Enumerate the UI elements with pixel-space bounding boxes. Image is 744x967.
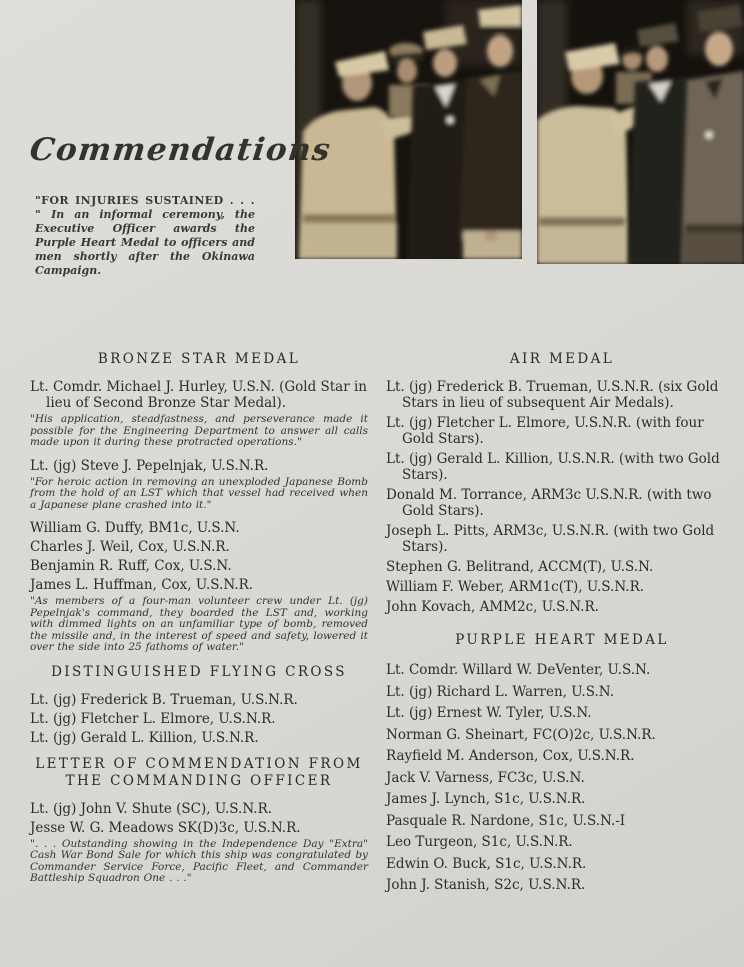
medal-recipient: Lt. (jg) Richard L. Warren, U.S.N. (386, 683, 614, 700)
section-heading: LETTER OF COMMENDATION FROM THE COMMANDING OFFICER (35, 755, 363, 789)
medal-recipient: Leo Turgeon, S1c, U.S.N.R. (386, 834, 573, 850)
caption-lead: "FOR INJURIES SUSTAINED . . . " (35, 194, 255, 221)
medal-recipient: Joseph L. Pitts, ARM3c, U.S.N.R. (with two Gold Stars). (386, 523, 715, 555)
medal-recipient: Rayfield M. Anderson, Cox, U.S.N.R. (386, 748, 635, 764)
medal-section-air-medal (386, 351, 738, 615)
column-left (30, 351, 368, 894)
photo-caption (35, 194, 255, 278)
section-heading: AIR MEDAL (509, 351, 615, 367)
medal-recipient: Norman G. Sheinart, FC(O)2c, U.S.N.R. (386, 726, 656, 743)
medal-recipient: John J. Stanish, S2c, U.S.N.R. (386, 877, 586, 893)
medal-recipient: Lt. (jg) Fletcher L. Elmore, U.S.N.R. (with four Gold Stars). (386, 415, 704, 447)
medal-recipient: Lt. (jg) Steve J. Pepelnjak, U.S.N.R. (30, 457, 269, 474)
section-heading: BRONZE STAR MEDAL (97, 351, 301, 367)
ceremony-photo-right-art (537, 0, 744, 264)
medal-recipient: Lt. Comdr. Willard W. DeVenter, U.S.N. (386, 662, 651, 678)
medal-recipient: Charles J. Weil, Cox, U.S.N.R. (30, 539, 230, 555)
medal-section-purple-heart-medal (386, 632, 738, 893)
medal-recipient: John Kovach, AMM2c, U.S.N.R. (386, 599, 599, 615)
section-heading: PURPLE HEART MEDAL (455, 632, 669, 648)
medal-recipient: James L. Huffman, Cox, U.S.N.R. (30, 577, 254, 593)
light-streak (537, 0, 567, 120)
medal-recipient: Lt. (jg) Ernest W. Tyler, U.S.N. (386, 705, 592, 721)
medal-recipient: Jesse W. G. Meadows SK(D)3c, U.S.N.R. (30, 819, 301, 836)
citation-quote: "His application, steadfastness, and perseverance made it possible for the Engineering Department to answer all calls made upon it during these protracted operations." (30, 413, 368, 448)
citation-quote: "As members of a four-man volunteer crew under Lt. (jg) Pepelnjak's command, they boarded the LST and, working with dimmed lights on an unfamiliar type of bomb, removed the missile and, in the interest of speed and safety, lowered it over the side into 25 fathoms of water." (30, 595, 368, 653)
medal-recipient: Lt. (jg) John V. Shute (SC), U.S.N.R. (30, 800, 273, 817)
medal-recipient: Lt. (jg) Frederick B. Trueman, U.S.N.R. (30, 691, 298, 708)
citation-quote: "For heroic action in removing an unexploded Japanese Bomb from the hold of an LST which that vessel had received when a Japanese plane crashed into it." (30, 475, 368, 511)
medal-recipient: William F. Weber, ARM1c(T), U.S.N.R. (386, 579, 645, 595)
medal-section-letter-of-commendation-from-the-commanding-officer (30, 756, 368, 885)
citation-quote: ". . . Outstanding showing in the Independence Day "Extra" Cash War Bond Sale for which this ship was congratulated by Commander Service Force, Pacific Fleet, and Commander Battleship Squadron One . . ." (30, 837, 368, 884)
medal-recipient: William G. Duffy, BM1c, U.S.N. (30, 520, 240, 536)
medal-recipient: Donald M. Torrance, ARM3c U.S.N.R. (with two Gold Stars). (386, 487, 712, 519)
medal-recipient: Lt. (jg) Fletcher L. Elmore, U.S.N.R. (30, 710, 276, 727)
medal-recipient: Edwin O. Buck, S1c, U.S.N.R. (386, 855, 587, 872)
ceremony-photo-right (537, 0, 744, 264)
page-title: Commendations (27, 132, 334, 168)
medal-recipient: Jack V. Varness, FC3c, U.S.N. (386, 769, 585, 786)
medal-recipient: Benjamin R. Ruff, Cox, U.S.N. (30, 558, 232, 574)
medal-recipient: Pasquale R. Nardone, S1c, U.S.N.-I (386, 812, 626, 829)
medal-recipient: James J. Lynch, S1c, U.S.N.R. (386, 791, 586, 807)
medal-section-distinguished-flying-cross (30, 664, 368, 746)
section-heading: DISTINGUISHED FLYING CROSS (51, 663, 347, 680)
medal-recipient: Lt. (jg) Gerald L. Killion, U.S.N.R. (30, 729, 259, 746)
medal-recipient: Lt. (jg) Frederick B. Trueman, U.S.N.R. (six Gold Stars in lieu of subsequent Air Medals). (386, 379, 719, 411)
ceremony-photo-left (295, 0, 522, 259)
column-right (386, 351, 738, 899)
caption-rest: In an informal ceremony, the Executive Officer awards the Purple Heart Medal to officers and men shortly after the Okinawa Campaign. (35, 208, 255, 277)
medal-recipient: Lt. Comdr. Michael J. Hurley, U.S.N. (Gold Star in lieu of Second Bronze Star Medal). (30, 379, 367, 411)
medal-recipient: Lt. (jg) Gerald L. Killion, U.S.N.R. (with two Gold Stars). (386, 451, 720, 483)
medal-recipient: Stephen G. Belitrand, ACCM(T), U.S.N. (386, 559, 654, 575)
medal-section-bronze-star-medal (30, 351, 368, 654)
ceremony-photo-left-art (295, 0, 522, 259)
